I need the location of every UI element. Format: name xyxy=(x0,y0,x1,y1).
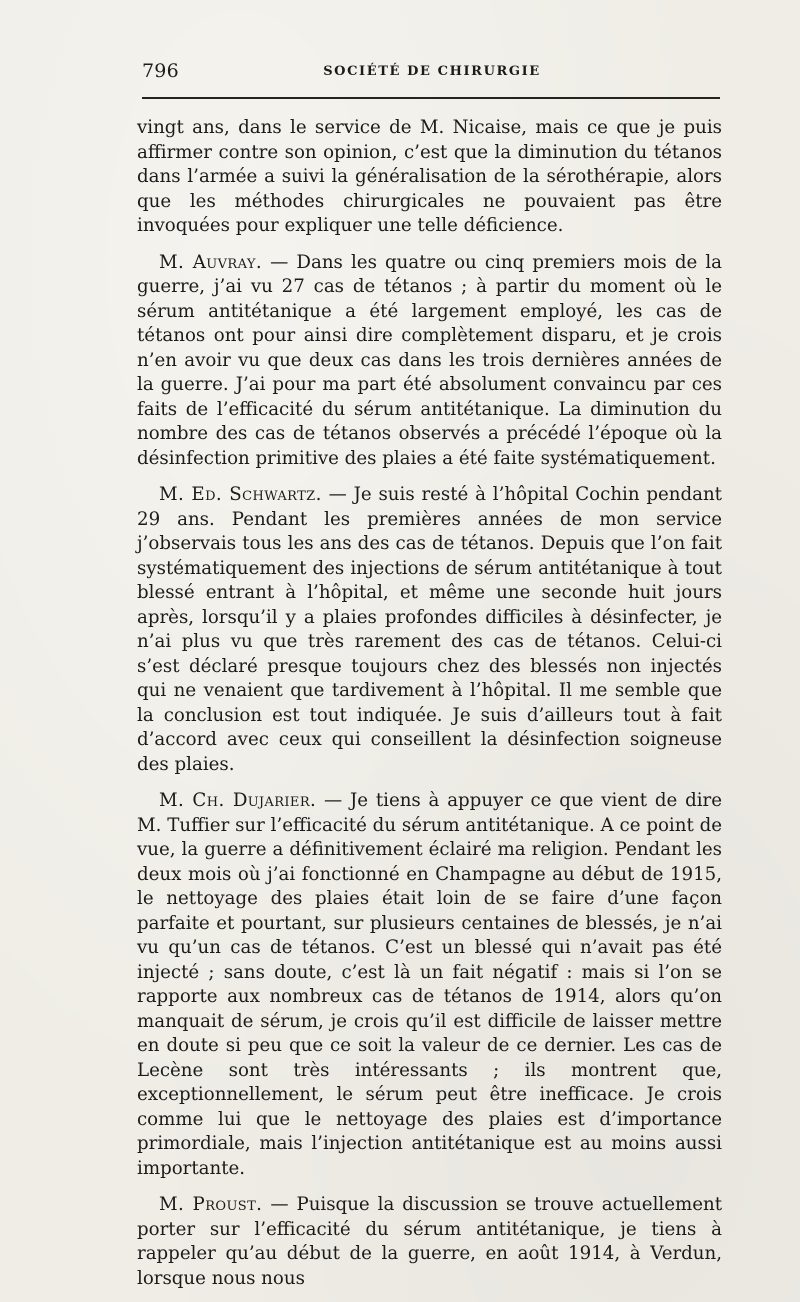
body-text xyxy=(137,116,722,1291)
paragraph-text: — Puisque la discussion se trouve actuellement porter sur l’efficacité du sérum antitétanique, je tiens à rappeler qu’au début de la guerre, en août 1914, à Verdun, lorsque nous nous xyxy=(137,1194,722,1289)
paragraph-text: — Je tiens à appuyer ce que vient de dire M. Tuffier sur l’efficacité du sérum antitétanique. A ce point de vue, la guerre a définitivement éclairé ma religion. Pendant les deux mois où j’ai fonctionné en Champagne au début de 1915, le nettoyage des plaies était loin de se faire d’une façon parfaite et pourtant, sur plusieurs centaines de blessés, je n’ai vu qu’un cas de tétanos. C’est un blessé qui n’avait pas été injecté ; sans doute, c’est là un fait négatif : mais si l’on se rapporte aux nombreux cas de tétanos de 1914, alors qu’on manquait de sérum, je crois qu’il est difficile de laisser mettre en doute si peu que ce soit la valeur de ce dernier. Les cas de Lecène sont très intéressants ; ils montrent que, exceptionnellement, le sérum peut être inefficace. Je crois comme lui que le nettoyage des plaies est d’importance primordiale, mais l’injection antitétanique est au moins aussi importante. xyxy=(137,790,722,1179)
paragraph-auvray xyxy=(137,251,722,472)
paragraph-text: vingt ans, dans le service de M. Nicaise, mais ce que je puis affirmer contre son opinion, c’est que la diminution du tétanos dans l’armée a suivi la généralisation de la sérothérapie, alors que les méthodes chirurgicales ne pouvaient pas être invoquées pour expliquer une telle déficience. xyxy=(137,117,722,236)
speaker-name: M. Ch. Dujarier. xyxy=(159,790,317,811)
speaker-name: M. Ed. Schwartz. xyxy=(159,484,322,505)
paragraph-text: — Je suis resté à l’hôpital Cochin pendant 29 ans. Pendant les premières années de mon service j’observais tous les ans des cas de tétanos. Depuis que l’on fait systématiquement des injections de sérum antitétanique à tout blessé entrant à l’hôpital, et même une seconde huit jours après, lorsqu’il y a plaies profondes difficiles à désinfecter, je n’ai plus vu que très rarement des cas de tétanos. Celui-ci s’est déclaré presque toujours chez des blessés non injectés qui ne venaient que tardivement à l’hôpital. Il me semble que la conclusion est tout indiquée. Je suis d’ailleurs tout à fait d’accord avec ceux qui conseillent la désinfection soigneuse des plaies. xyxy=(137,484,722,775)
paragraph-dujarier xyxy=(137,789,722,1181)
paragraph-continuation xyxy=(137,116,722,239)
page-header xyxy=(142,58,722,88)
page-number: 796 xyxy=(142,60,179,82)
paragraph-text: — Dans les quatre ou cinq premiers mois de la guerre, j’ai vu 27 cas de tétanos ; à partir du moment où le sérum antitétanique a été largement employé, les cas de tétanos ont pour ainsi dire complètement disparu, et je crois n’en avoir vu que deux cas dans les trois dernières années de la guerre. J’ai pour ma part été absolument convaincu par ces faits de l’efficacité du sérum antitétanique. La diminution du nombre des cas de tétanos observés a précédé l’époque où la désinfection primitive des plaies a été faite systématiquement. xyxy=(137,251,722,469)
header-rule xyxy=(142,97,720,99)
paragraph-proust xyxy=(137,1193,722,1291)
running-title: SOCIÉTÉ DE CHIRURGIE xyxy=(323,64,541,79)
paragraph-schwartz xyxy=(137,483,722,777)
speaker-name: M. Auvray. xyxy=(159,251,263,273)
speaker-name: M. Proust. xyxy=(159,1194,263,1215)
